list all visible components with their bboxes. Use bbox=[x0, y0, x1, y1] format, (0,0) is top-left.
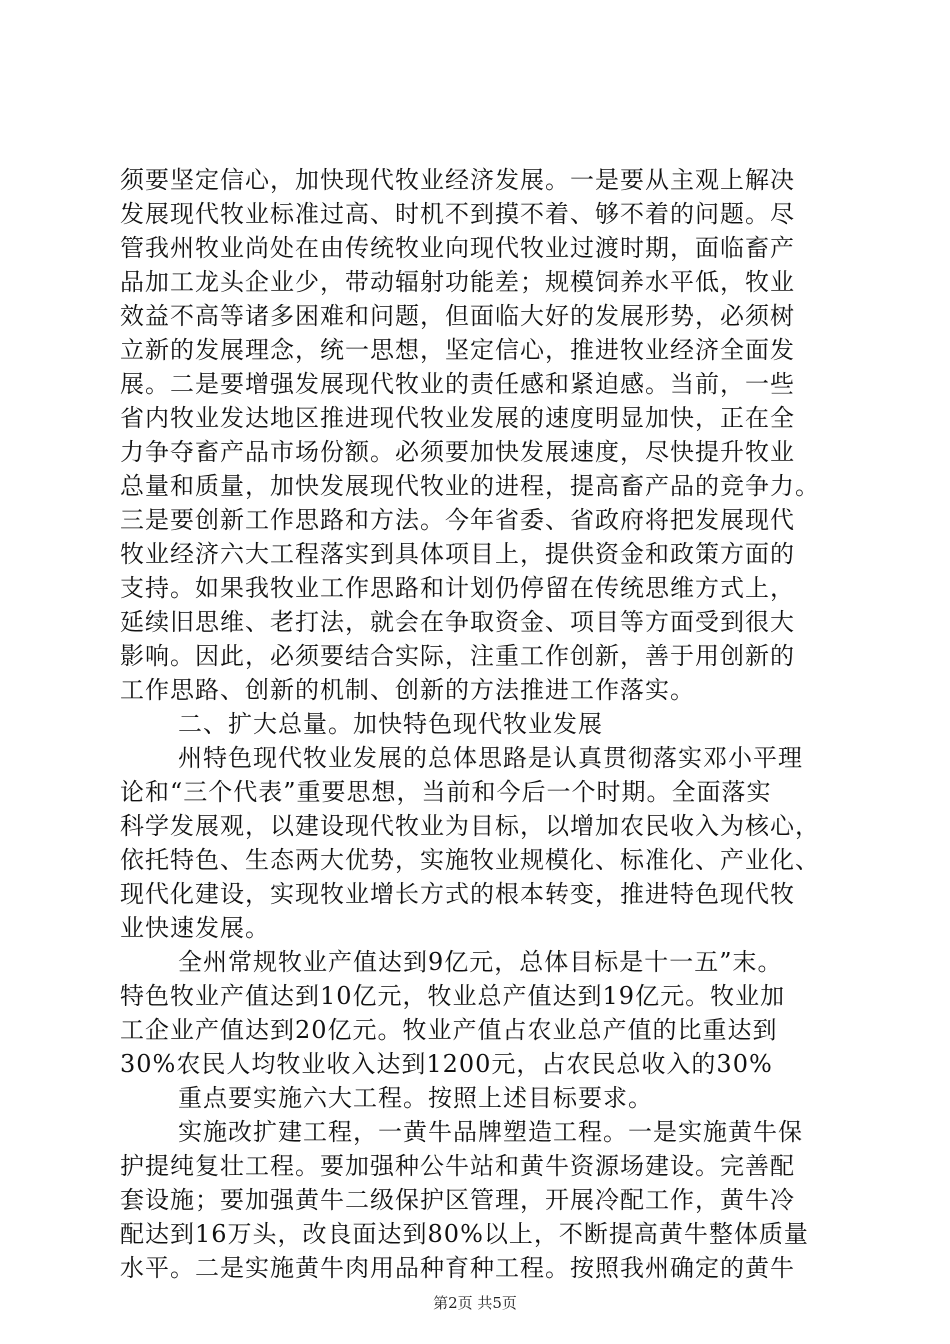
text-line: 现代化建设，实现牧业增长方式的根本转变，推进特色现代牧 bbox=[120, 880, 795, 908]
text-line: 须要坚定信心，加快现代牧业经济发展。一是要从主观上解决 bbox=[120, 166, 795, 194]
text-line: 业快速发展。 bbox=[120, 914, 270, 942]
text-line: 总量和质量，加快发展现代牧业的进程，提高畜产品的竞争力。 bbox=[120, 472, 820, 500]
text-line: 科学发展观，以建设现代牧业为目标，以增加农民收入为核心， bbox=[120, 812, 820, 840]
text-line: 展。二是要增强发展现代牧业的责任感和紧迫感。当前，一些 bbox=[120, 370, 795, 398]
text-line: 省内牧业发达地区推进现代牧业发展的速度明显加快，正在全 bbox=[120, 404, 795, 432]
text-line: 效益不高等诸多困难和问题，但面临大好的发展形势，必须树 bbox=[120, 302, 795, 330]
text-line: 依托特色、生态两大优势，实施牧业规模化、标准化、产业化、 bbox=[120, 846, 820, 874]
text-line: 水平。二是实施黄牛肉用品种育种工程。按照我州确定的黄牛 bbox=[120, 1254, 795, 1282]
text-line: 品加工龙头企业少，带动辐射功能差；规模饲养水平低，牧业 bbox=[120, 268, 795, 296]
text-line: 牧业经济六大工程落实到具体项目上，提供资金和政策方面的 bbox=[120, 540, 795, 568]
text-line: 30%农民人均牧业收入达到1200元，占农民总收入的30% bbox=[120, 1050, 773, 1078]
text-line: 工企业产值达到20亿元。牧业产值占农业总产值的比重达到 bbox=[120, 1016, 778, 1044]
text-line: 实施改扩建工程，一黄牛品牌塑造工程。一是实施黄牛保 bbox=[178, 1118, 803, 1146]
text-line: 配达到16万头，改良面达到80%以上，不断提高黄牛整体质量 bbox=[120, 1220, 809, 1248]
text-line: 力争夺畜产品市场份额。必须要加快发展速度，尽快提升牧业 bbox=[120, 438, 795, 466]
text-line: 支持。如果我牧业工作思路和计划仍停留在传统思维方式上， bbox=[120, 574, 795, 602]
text-line: 套设施；要加强黄牛二级保护区管理，开展冷配工作，黄牛冷 bbox=[120, 1186, 795, 1214]
text-line: 论和“三个代表”重要思想，当前和今后一个时期。全面落实 bbox=[120, 778, 772, 806]
page-number-footer: 第2页 共5页 bbox=[433, 1294, 517, 1312]
text-line: 延续旧思维、老打法，就会在争取资金、项目等方面受到很大 bbox=[120, 608, 795, 636]
text-line: 护提纯复壮工程。要加强种公牛站和黄牛资源场建设。完善配 bbox=[120, 1152, 795, 1180]
text-line: 发展现代牧业标准过高、时机不到摸不着、够不着的问题。尽 bbox=[120, 200, 795, 228]
text-line: 重点要实施六大工程。按照上述目标要求。 bbox=[178, 1084, 653, 1112]
text-line: 三是要创新工作思路和方法。今年省委、省政府将把发展现代 bbox=[120, 506, 795, 534]
text-line: 工作思路、创新的机制、创新的方法推进工作落实。 bbox=[120, 676, 695, 704]
text-line: 立新的发展理念，统一思想，坚定信心，推进牧业经济全面发 bbox=[120, 336, 795, 364]
text-line: 影响。因此，必须要结合实际，注重工作创新，善于用创新的 bbox=[120, 642, 795, 670]
text-line: 特色牧业产值达到10亿元，牧业总产值达到19亿元。牧业加 bbox=[120, 982, 786, 1010]
section-heading: 二、扩大总量。加快特色现代牧业发展 bbox=[178, 710, 603, 738]
text-line: 管我州牧业尚处在由传统牧业向现代牧业过渡时期，面临畜产 bbox=[120, 234, 795, 262]
text-line: 州特色现代牧业发展的总体思路是认真贯彻落实邓小平理 bbox=[178, 744, 803, 772]
text-line: 全州常规牧业产值达到9亿元，总体目标是十一五”末。 bbox=[178, 948, 783, 976]
